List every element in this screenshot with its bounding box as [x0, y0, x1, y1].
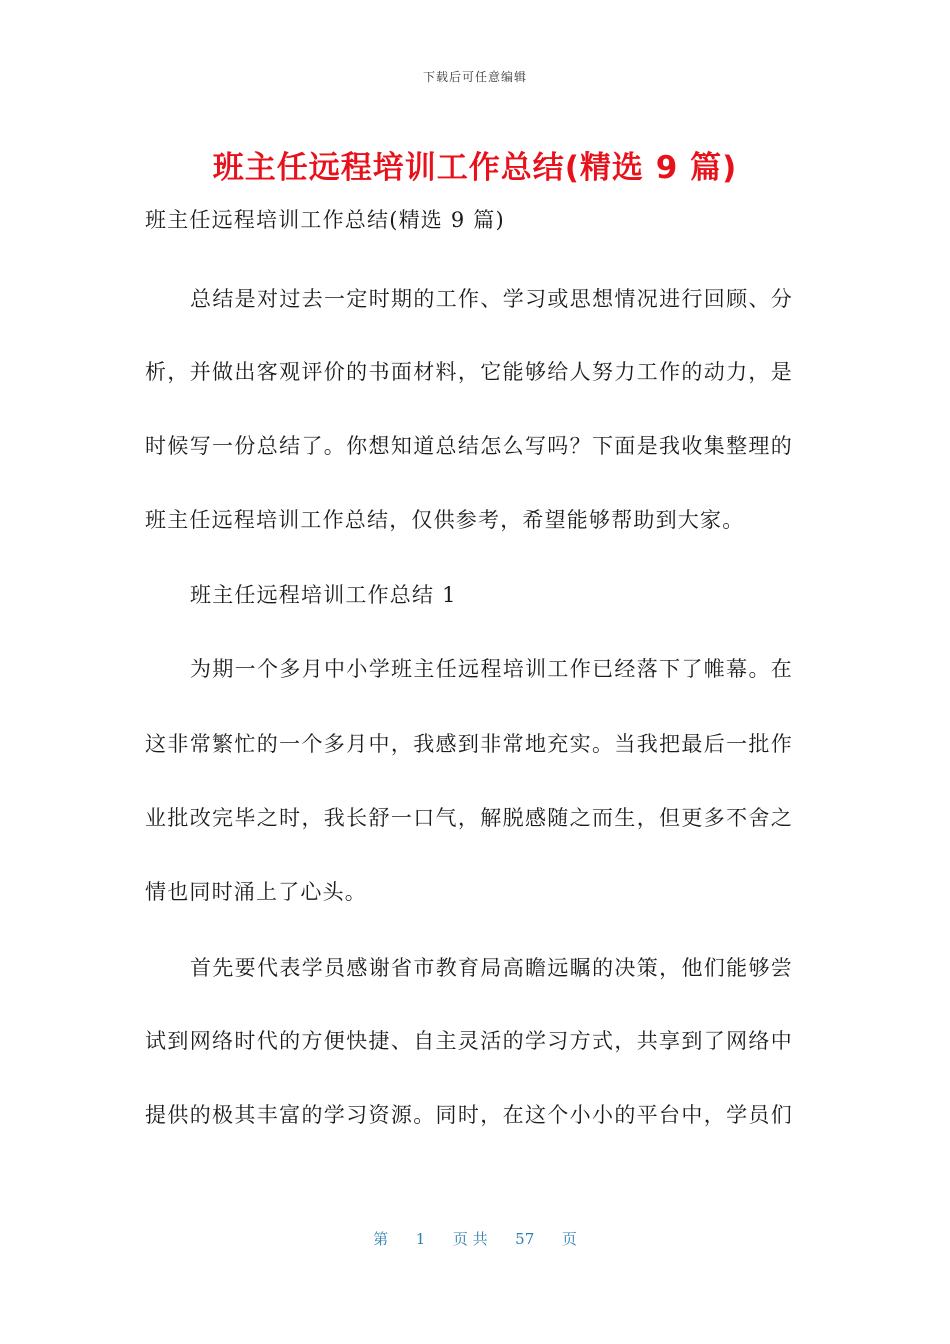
document-title: 班主任远程培训工作总结(精选 9 篇): [212, 150, 738, 186]
paragraph-line: 为期一个多月中小学班主任远程培训工作已经落下了帷幕。在: [190, 657, 793, 681]
paragraph-line: 试到网络时代的方便快捷、自主灵活的学习方式，共享到了网络中: [145, 1029, 793, 1053]
footer-page-number: 1: [415, 1230, 426, 1248]
page-footer: [0, 1228, 950, 1249]
paragraph-line: 总结是对过去一定时期的工作、学习或思想情况进行回顾、分: [190, 287, 793, 311]
footer-total-pages: 57: [515, 1230, 535, 1248]
paragraph-line: 时候写一份总结了。你想知道总结怎么写吗？下面是我收集整理的: [145, 434, 793, 458]
paragraph-line: 情也同时涌上了心头。: [145, 880, 367, 904]
footer-middle: 页 共: [452, 1230, 488, 1248]
footer-suffix: 页: [561, 1230, 577, 1248]
paragraph-line: 提供的极其丰富的学习资源。同时，在这个小小的平台中，学员们: [145, 1103, 793, 1127]
paragraph-line: 班主任远程培训工作总结，仅供参考，希望能够帮助到大家。: [145, 508, 745, 532]
paragraph-line: 业批改完毕之时，我长舒一口气，解脱感随之而生，但更多不舍之: [145, 806, 793, 830]
subtitle-line: 班主任远程培训工作总结(精选 9 篇): [145, 208, 505, 232]
header-note: 下载后可任意编辑: [422, 70, 527, 84]
footer-prefix: 第: [373, 1230, 389, 1248]
section-heading: 班主任远程培训工作总结 1: [190, 583, 457, 607]
paragraph-line: 首先要代表学员感谢省市教育局高瞻远瞩的决策，他们能够尝: [190, 956, 793, 980]
paragraph-line: 这非常繁忙的一个多月中，我感到非常地充实。当我把最后一批作: [145, 732, 793, 756]
paragraph-line: 析，并做出客观评价的书面材料，它能够给人努力工作的动力，是: [145, 360, 793, 384]
